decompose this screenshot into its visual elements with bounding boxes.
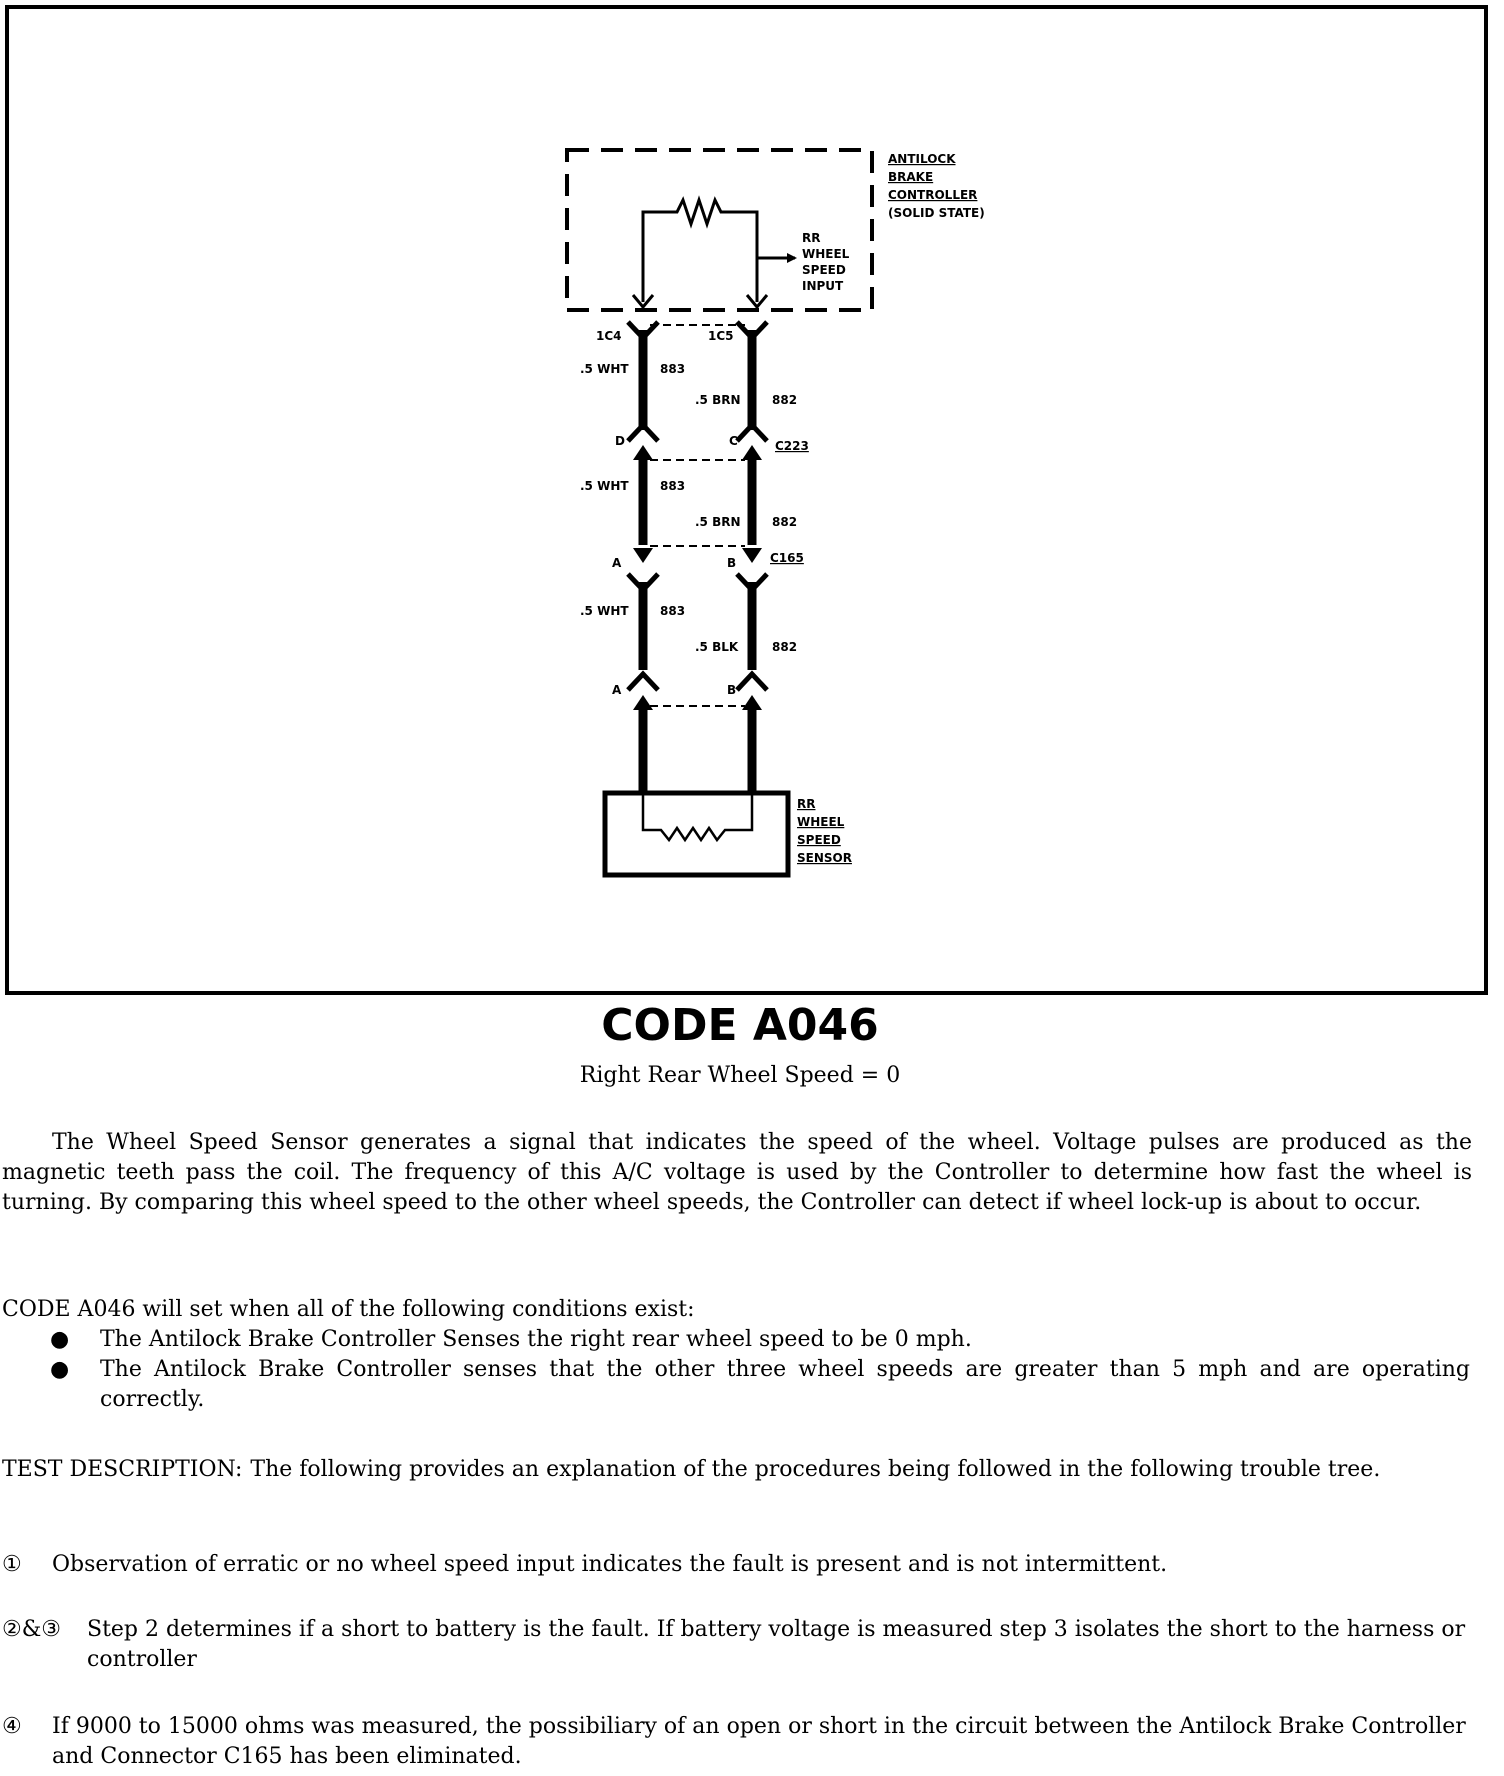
controller-label-4: (SOLID STATE) — [888, 206, 985, 220]
condition-item — [50, 1325, 1470, 1355]
controller-label-3: CONTROLLER — [888, 188, 978, 202]
test-description-label: TEST DESCRIPTION: — [2, 1457, 243, 1482]
sensor-label-2: WHEEL — [797, 815, 845, 829]
step-text-2-3: Step 2 determines if a short to battery is the fault. If battery voltage is measured step 3 isolates the short to the harness or controller — [87, 1617, 1466, 1672]
step-number-4: ④ — [2, 1714, 22, 1739]
wire-color-right-3: .5 BLK — [695, 640, 739, 654]
wire-color-left-3: .5 WHT — [580, 604, 629, 618]
connector-sensor-left-top — [628, 674, 658, 690]
sensor-label-4: SENSOR — [797, 851, 852, 865]
wire-color-left-2: .5 WHT — [580, 479, 629, 493]
step-note-2-3 — [2, 1615, 1472, 1675]
step-text-1: Observation of erratic or no wheel speed input indicates the fault is present and is not intermittent. — [52, 1552, 1168, 1577]
connector-c165-right-top — [742, 548, 762, 563]
pin-label-d: D — [615, 434, 625, 448]
pin-label-a2: A — [612, 683, 622, 697]
connector-c223-right-top — [737, 425, 767, 441]
connector-sensor-right-top — [737, 674, 767, 690]
sensor-label-1: RR — [797, 797, 816, 811]
input-label-4: INPUT — [802, 279, 844, 293]
pin-label-c: C — [729, 434, 738, 448]
pin-label-c4: 1C4 — [596, 329, 622, 343]
connector-c223-left-top — [628, 425, 658, 441]
pin-label-c5: 1C5 — [708, 329, 734, 343]
bullet-icon: ● — [50, 1327, 70, 1352]
input-label-3: SPEED — [802, 263, 846, 277]
wire-circuit-right-1: 882 — [772, 393, 798, 407]
wire-circuit-right-2: 882 — [772, 515, 798, 529]
wire-color-left-1: .5 WHT — [580, 362, 629, 376]
wire-color-right-1: .5 BRN — [695, 393, 741, 407]
wire-circuit-left-3: 883 — [660, 604, 686, 618]
step-number-1: ① — [2, 1552, 22, 1577]
connector-label-c223: C223 — [775, 439, 809, 453]
step-text-4: If 9000 to 15000 ohms was measured, the possibiliary of an open or short in the circuit between the Antilock Brake Controller and Connector C165 has been eliminated. — [52, 1714, 1466, 1769]
input-label-2: WHEEL — [802, 247, 850, 261]
condition-item — [50, 1355, 1470, 1415]
step-number-2-3: ②&③ — [2, 1617, 62, 1642]
page-subtitle: Right Rear Wheel Speed = 0 — [579, 1063, 901, 1088]
controller-label-2: BRAKE — [888, 170, 934, 184]
controller-label-1: ANTILOCK — [888, 152, 956, 166]
condition-text: The Antilock Brake Controller senses that the other three wheel speeds are greater than 5 mph and are operating correctly. — [100, 1357, 1470, 1412]
sensor-label-3: SPEED — [797, 833, 841, 847]
connector-c165-left-top — [633, 548, 653, 563]
conditions-list — [50, 1325, 1470, 1415]
pin-label-b2: B — [727, 683, 737, 697]
wire-circuit-left-1: 883 — [660, 362, 686, 376]
bullet-icon: ● — [50, 1357, 70, 1382]
test-description-text: The following provides an explanation of the procedures being followed in the following trouble tree. — [250, 1457, 1381, 1482]
test-description — [2, 1455, 1472, 1485]
controller-resistor — [643, 200, 757, 302]
sensor-coil — [643, 795, 752, 840]
step-note-4 — [2, 1712, 1472, 1772]
connector-label-c165: C165 — [770, 551, 804, 565]
pin-label-b1: B — [727, 556, 737, 570]
condition-text: The Antilock Brake Controller Senses the right rear wheel speed to be 0 mph. — [100, 1327, 972, 1352]
pin-label-a1: A — [612, 556, 622, 570]
page-title: CODE A046 — [601, 1000, 879, 1051]
intro-paragraph: The Wheel Speed Sensor generates a signal that indicates the speed of the wheel. Voltage pulses are produced as the magnetic teeth pass the coil. The frequency of this A/C voltage is used by the Controller to determine how fast the wheel is turning. By comparing this wheel speed to the other wheel speeds, the Controller can detect if wheel lock-up is about to occur. — [2, 1130, 1472, 1215]
input-label-1: RR — [802, 231, 821, 245]
step-note-1 — [2, 1550, 1472, 1580]
wire-circuit-left-2: 883 — [660, 479, 686, 493]
wire-circuit-right-3: 882 — [772, 640, 798, 654]
conditions-heading: CODE A046 will set when all of the following conditions exist: — [2, 1297, 695, 1322]
wire-color-right-2: .5 BRN — [695, 515, 741, 529]
